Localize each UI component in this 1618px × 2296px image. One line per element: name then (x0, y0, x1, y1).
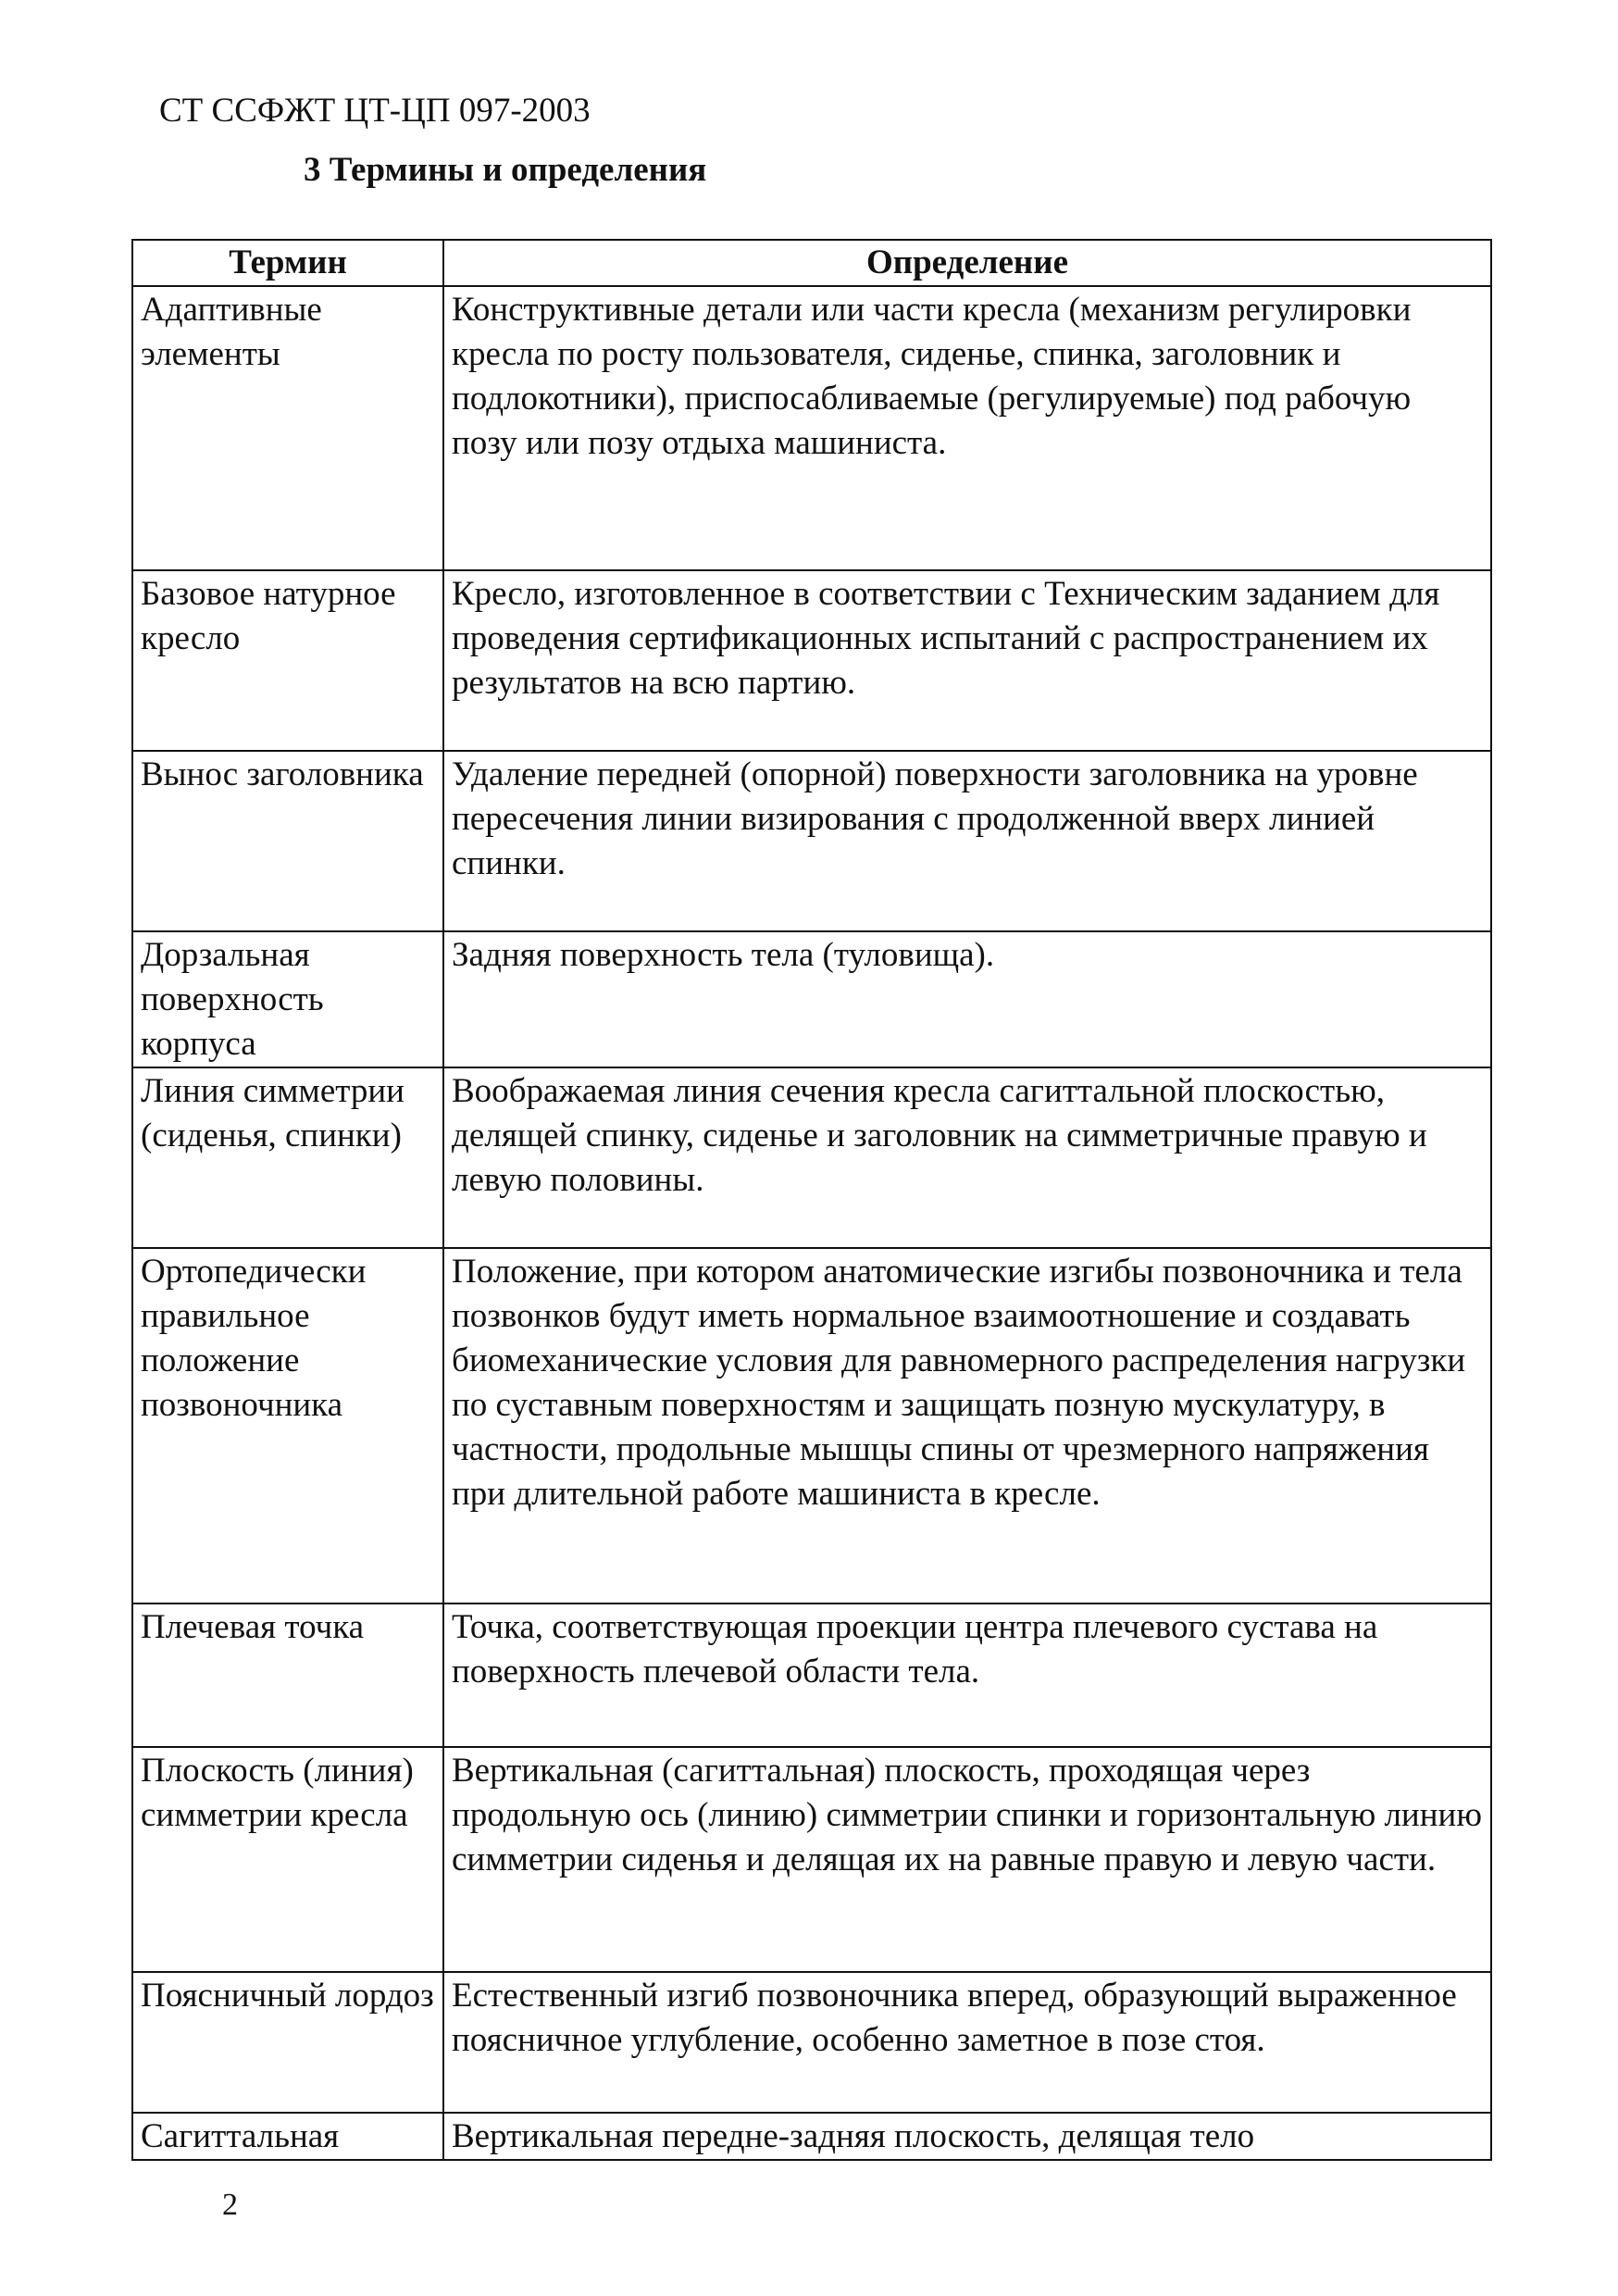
term-cell: Плоскость (линия) симметрии кресла (132, 1747, 443, 1972)
term-cell: Линия симметрии (сиденья, спинки) (132, 1067, 443, 1248)
term-column-header: Термин (132, 240, 443, 286)
term-cell: Вынос заголовника (132, 751, 443, 931)
table-row (132, 570, 1491, 751)
table-row (132, 286, 1491, 570)
definition-cell: Задняя поверхность тела (туловища). (443, 931, 1491, 1067)
terms-table (131, 239, 1492, 2161)
term-cell: Адаптивные элементы (132, 286, 443, 570)
table-row (132, 1972, 1491, 2113)
term-cell: Плечевая точка (132, 1603, 443, 1747)
table-row (132, 1248, 1491, 1603)
definition-cell: Воображаемая линия сечения кресла сагиттальной плоскостью, делящей спинку, сиденье и заголовник на симметричные правую и левую половины. (443, 1067, 1491, 1248)
table-row (132, 931, 1491, 1067)
definition-cell: Естественный изгиб позвоночника вперед, образующий выраженное поясничное углубление, особенно заметное в позе стоя. (443, 1972, 1491, 2113)
definition-cell: Точка, соответствующая проекции центра плечевого сустава на поверхность плечевой области тела. (443, 1603, 1491, 1747)
definition-cell: Положение, при котором анатомические изгибы позвоночника и тела позвонков будут иметь нормальное взаимоотношение и создавать биомеханические условия для равномерного распределения нагрузки по суставным поверхностям и защищать позную мускулатуру, в частности, продольные мышцы спины от чрезмерного напряжения при длительной работе машиниста в кресле. (443, 1248, 1491, 1603)
table-row (132, 1067, 1491, 1248)
table-row (132, 1603, 1491, 1747)
term-cell: Поясничный лордоз (132, 1972, 443, 2113)
term-cell: Ортопедически правильное положение позвоночника (132, 1248, 443, 1603)
definition-cell: Вертикальная (сагиттальная) плоскость, проходящая через продольную ось (линию) симметрии спинки и горизонтальную линию симметрии сиденья и делящая их на равные правую и левую части. (443, 1747, 1491, 1972)
definition-cell: Конструктивные детали или части кресла (механизм регулировки кресла по росту пользователя, сиденье, спинка, заголовник и подлокотники), приспосабливаемые (регулируемые) под рабочую позу или позу отдыха машиниста. (443, 286, 1491, 570)
page-number: 2 (222, 2188, 238, 2222)
term-cell: Дорзальная поверхность корпуса (132, 931, 443, 1067)
table-row (132, 2113, 1491, 2160)
document-code: СТ ССФЖТ ЦТ-ЦП 097-2003 (159, 92, 591, 130)
term-cell: Базовое натурное кресло (132, 570, 443, 751)
definition-cell: Удаление передней (опорной) поверхности заголовника на уровне пересечения линии визирования с продолженной вверх линией спинки. (443, 751, 1491, 931)
table-row (132, 1747, 1491, 1972)
definition-cell: Кресло, изготовленное в соответствии с Техническим заданием для проведения сертификационных испытаний с распространением их результатов на всю партию. (443, 570, 1491, 751)
definition-column-header: Определение (443, 240, 1491, 286)
table-row (132, 751, 1491, 931)
table-header-row (132, 240, 1491, 286)
definition-cell: Вертикальная передне-задняя плоскость, делящая тело (443, 2113, 1491, 2160)
section-title: 3 Термины и определения (304, 151, 707, 189)
term-cell: Сагиттальная (132, 2113, 443, 2160)
